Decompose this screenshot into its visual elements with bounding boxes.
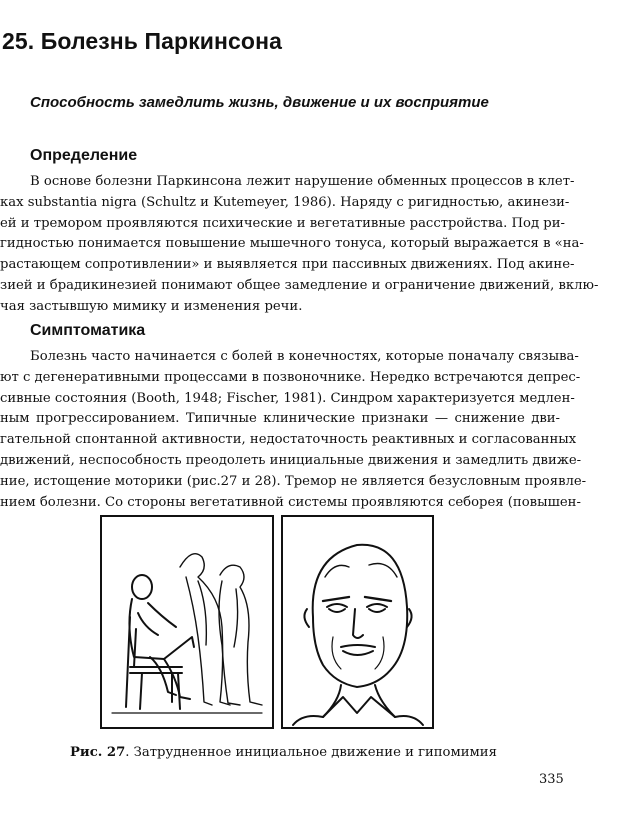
symptoms-paragraph xyxy=(0,347,587,513)
text-line: ей и тремором проявляются психические и вегетативные расстройства. Под ри- xyxy=(0,215,565,231)
text-line: гидностью понимается повышение мышечного тонуса, который выражается в «на- xyxy=(0,236,584,252)
text-line: ках substantia nigra (Schultz и Kutemeyer, 1986). Наряду с ригидностью, акинези- xyxy=(0,194,570,210)
figure-sitting-rising-illustration xyxy=(100,515,274,729)
text-line: чая застывшую мимику и изменения речи. xyxy=(0,298,303,314)
text-line: ют с дегенеративными процессами в позвоночнике. Нередко встречаются депрес- xyxy=(0,369,581,385)
text-line: В основе болезни Паркинсона лежит нарушение обменных процессов в клет- xyxy=(30,174,575,189)
face-portrait-drawing xyxy=(283,517,432,727)
text-line: Болезнь часто начинается с болей в конечностях, которые поначалу связыва- xyxy=(30,349,579,364)
definition-paragraph xyxy=(0,172,599,318)
figure-caption-text: . Затрудненное инициальное движение и гипомимия xyxy=(125,745,497,760)
text-line: гательной спонтанной активности, недостаточность реактивных и согласованных xyxy=(0,432,577,448)
figure-face-hypomimia-illustration xyxy=(281,515,434,729)
text-line: ние, истощение моторики (рис.27 и 28). Тремор не является безусловным проявле- xyxy=(0,473,587,489)
rising-figures-drawing xyxy=(102,517,272,727)
symptoms-heading: Симптоматика xyxy=(30,322,146,339)
figure-caption xyxy=(70,745,497,760)
figure-label: Рис. 27 xyxy=(70,745,126,760)
definition-heading: Определение xyxy=(30,147,138,164)
text-line: движений, неспособность преодолеть инициальные движения и замедлить движе- xyxy=(0,452,582,468)
page-number: 335 xyxy=(539,772,564,787)
text-line: сивные состояния (Booth, 1948; Fischer, 1981). Синдром характеризуется медлен- xyxy=(0,390,575,406)
section-subtitle: Способность замедлить жизнь, движение и их восприятие xyxy=(30,94,489,111)
text-line: зией и брадикинезией понимают общее замедление и ограничение движений, вклю- xyxy=(0,277,599,293)
text-line: нием болезни. Со стороны вегетативной системы проявляются себорея (повышен- xyxy=(0,494,581,510)
text-line: ным прогрессированием. Типичные клинические признаки — снижение дви- xyxy=(0,411,560,427)
text-line: растающем сопротивлении» и выявляется при пассивных движениях. Под акине- xyxy=(0,257,575,273)
chapter-title: 25. Болезнь Паркинсона xyxy=(2,28,282,54)
